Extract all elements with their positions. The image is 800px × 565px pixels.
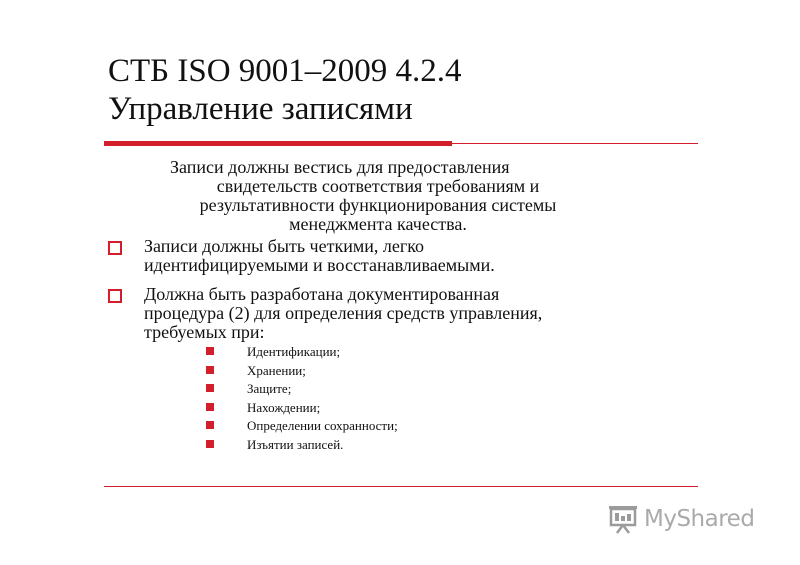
sub-bullet-text: Определении сохранности; xyxy=(247,418,398,434)
sub-bullet-item xyxy=(206,399,398,418)
intro-paragraph xyxy=(148,158,600,234)
sub-bullet-item xyxy=(206,417,398,436)
filled-square-bullet-icon xyxy=(206,421,214,429)
sub-bullet-item xyxy=(206,436,398,455)
bullet-list xyxy=(108,237,568,352)
bullet-item xyxy=(108,285,568,342)
sub-bullet-text: Хранении; xyxy=(247,362,306,378)
title-underline-thin xyxy=(452,143,698,144)
intro-first-line: Записи должны вестись для предоставления xyxy=(170,157,510,177)
slide-title xyxy=(108,52,668,128)
bottom-divider xyxy=(104,486,698,487)
sub-bullet-text: Нахождении; xyxy=(247,399,321,415)
title-line-2: Управление записями xyxy=(108,91,413,127)
title-underline-thick xyxy=(104,141,452,146)
hollow-square-bullet-icon xyxy=(108,241,122,255)
intro-rest-text: свидетельств соответствия требованиям и результативности функционирования системы менеджмента качества. xyxy=(199,176,557,234)
bullet-text: Записи должны быть четкими, легко идентифицируемыми и восстанавливаемыми. xyxy=(144,236,495,275)
watermark-logo xyxy=(606,502,766,536)
sub-bullet-item xyxy=(206,380,398,399)
bullet-text: Должна быть разработана документированная процедура (2) для определения средств управления, требуемых при: xyxy=(144,284,543,342)
sub-bullet-item xyxy=(206,343,398,362)
hollow-square-bullet-icon xyxy=(108,289,122,303)
sub-bullet-list xyxy=(206,343,398,455)
filled-square-bullet-icon xyxy=(206,366,214,374)
sub-bullet-item xyxy=(206,362,398,381)
filled-square-bullet-icon xyxy=(206,403,214,411)
bullet-item xyxy=(108,237,568,275)
filled-square-bullet-icon xyxy=(206,440,214,448)
filled-square-bullet-icon xyxy=(206,384,214,392)
title-line-1: СТБ ISO 9001–2009 4.2.4 xyxy=(108,53,462,89)
sub-bullet-text: Защите; xyxy=(247,381,292,397)
watermark-text: MyShared xyxy=(644,506,755,532)
projector-screen-icon xyxy=(606,504,640,534)
sub-bullet-text: Идентификации; xyxy=(247,344,341,359)
sub-bullet-text: Изъятии записей. xyxy=(247,436,344,452)
filled-square-bullet-icon xyxy=(206,347,214,355)
